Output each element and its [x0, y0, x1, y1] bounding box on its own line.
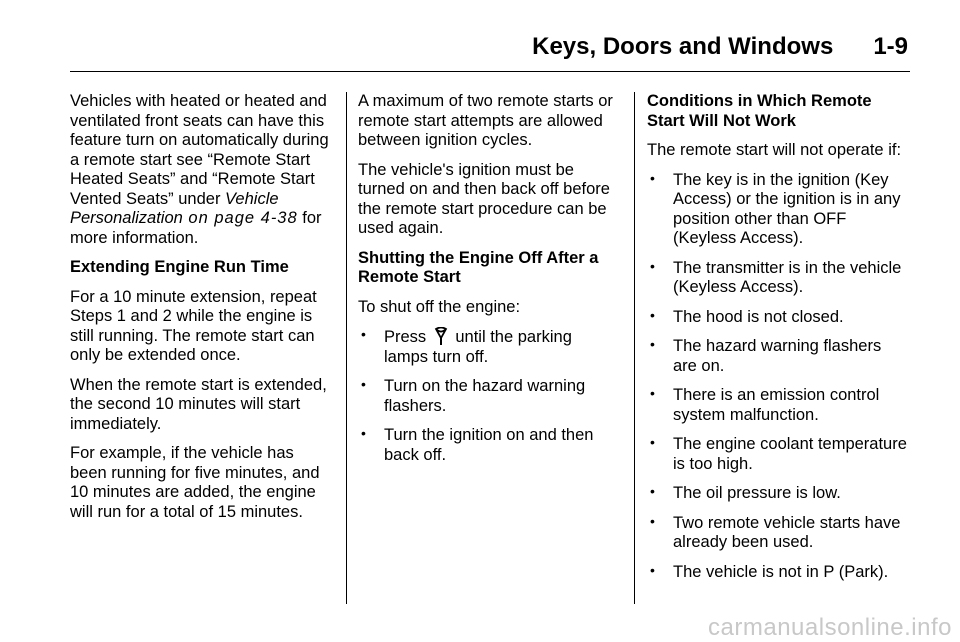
list-item [647, 484, 909, 504]
list-item [647, 514, 909, 553]
column-divider-2 [634, 92, 635, 604]
paragraph: The remote start will not operate if: [647, 141, 902, 159]
column-1 [70, 92, 334, 532]
list-item-text: The hood is not closed. [673, 307, 844, 326]
header-rule [70, 71, 910, 72]
watermark: carmanualsonline.info [708, 614, 952, 641]
subheading-conditions: Conditions in Which Remote Start Will Not Work [647, 92, 872, 130]
paragraph [70, 92, 334, 248]
list-item [647, 337, 909, 376]
paragraph: A maximum of two remote starts or remote start attempts are allowed between ignition cycles. [358, 92, 613, 149]
subheading-shutting-engine-off: Shutting the Engine Off After a Remote Start [358, 248, 599, 286]
list-item-text: The oil pressure is low. [673, 484, 841, 502]
bullet-icon: • [650, 306, 655, 323]
page-header [532, 33, 908, 61]
column-2 [358, 92, 620, 475]
bullet-icon: • [650, 512, 655, 529]
list-item-text: The vehicle is not in P (Park). [673, 562, 889, 581]
bullet-icon: • [361, 425, 366, 441]
list-item-text: Press [384, 328, 427, 346]
bullet-icon: • [650, 434, 655, 450]
bullet-list [647, 171, 909, 583]
bullet-icon: • [650, 169, 655, 186]
paragraph-text: for more information. [70, 209, 322, 247]
list-item [647, 386, 909, 425]
list-item-text: The key is in the ignition (Key Access) or the ignition is in any position other than OFF (Keyless Access). [673, 170, 901, 247]
paragraph: To shut off the engine: [358, 297, 521, 316]
page-reference: on page 4-38 [182, 209, 298, 227]
list-item-text: The hazard warning flashers are on. [673, 337, 882, 375]
list-item-text: The engine coolant temperature is too high. [673, 435, 907, 473]
section-title: Keys, Doors and Windows [532, 33, 834, 60]
remote-start-icon [433, 327, 449, 346]
list-item-text: The transmitter is in the vehicle (Keyless Access). [673, 258, 902, 296]
list-item [647, 435, 909, 474]
bullet-icon: • [650, 483, 655, 499]
bullet-icon: • [361, 326, 366, 342]
list-item [358, 327, 620, 367]
list-item-text: until the parking lamps turn off. [384, 328, 572, 366]
column-divider-1 [346, 92, 347, 604]
list-item-text: Two remote vehicle starts have already been used. [673, 513, 901, 551]
list-item [647, 563, 909, 583]
bullet-icon: • [650, 257, 655, 274]
list-item-text: Turn the ignition on and then back off. [384, 426, 594, 464]
paragraph: For a 10 minute extension, repeat Steps 1 and 2 while the engine is still running. The remote start can only be extended once. [70, 287, 317, 364]
column-3 [647, 92, 909, 592]
bullet-list [358, 327, 620, 465]
paragraph: When the remote start is extended, the second 10 minutes will start immediately. [70, 375, 327, 433]
italic-reference: Vehicle Personalization [70, 189, 279, 227]
list-item-text: Turn on the hazard warning flashers. [384, 377, 586, 415]
paragraph: The vehicle's ignition must be turned on and then back off before the remote start procedure can be used again. [358, 160, 610, 237]
subheading-extending-run-time: Extending Engine Run Time [70, 258, 289, 276]
bullet-icon: • [650, 385, 655, 401]
bullet-icon: • [650, 336, 655, 352]
list-item [647, 308, 909, 328]
bullet-icon: • [650, 561, 655, 578]
list-item [358, 426, 620, 465]
list-item-text: There is an emission control system malfunction. [673, 386, 880, 424]
list-item [647, 259, 909, 298]
list-item [358, 377, 620, 416]
paragraph: For example, if the vehicle has been running for five minutes, and 10 minutes are added, the engine will run for a total of 15 minutes. [70, 444, 320, 521]
paragraph-text: Vehicles with heated or heated and ventilated front seats can have this feature turn on automatically during a remote start see “Remote Start Heated Seats” and “Remote Start Vented Seats” under [70, 92, 329, 208]
page-number: 1-9 [873, 33, 908, 60]
bullet-icon: • [361, 376, 366, 392]
list-item [647, 171, 909, 249]
